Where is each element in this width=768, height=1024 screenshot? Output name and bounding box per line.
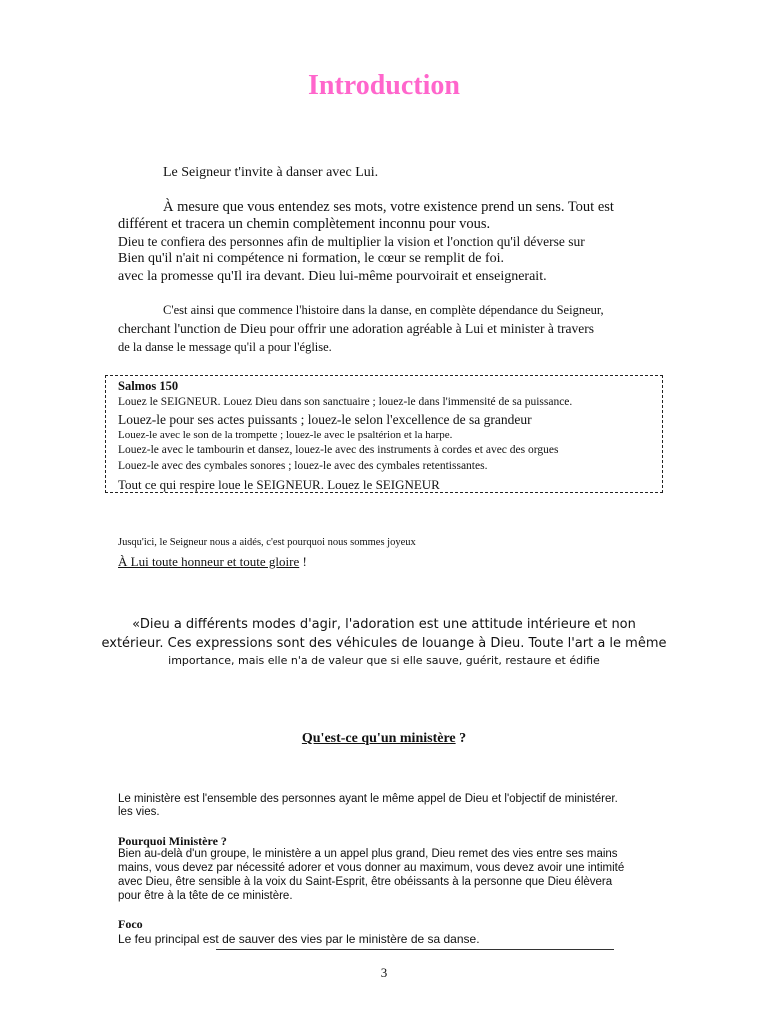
glory-text: À Lui toute honneur et toute gloire bbox=[118, 554, 300, 569]
intro-p3-line-2: cherchant l'unction de Dieu pour offrir une adoration agréable à Lui et minister à travers bbox=[118, 321, 594, 336]
why-line-1: Bien au-delà d'un groupe, le ministère a un appel plus grand, Dieu remet des vies entre ses mains bbox=[118, 848, 618, 860]
page-number: 3 bbox=[380, 965, 388, 980]
intro-p2-line-3: Dieu te confiera des personnes afin de multiplier la vision et l'onction qu'il déverse sur bbox=[118, 234, 585, 249]
intro-p2-line-1: À mesure que vous entendez ses mots, votre existence prend un sens. Tout est bbox=[163, 199, 614, 215]
glory-line bbox=[118, 554, 307, 570]
psalm-heading: Salmos 150 bbox=[118, 379, 179, 393]
joy-line: Jusqu'ici, le Seigneur nous a aidés, c'est pourquoi nous sommes joyeux bbox=[118, 537, 416, 548]
foco-line-1: Le feu principal est de sauver des vies par le ministère de sa danse. bbox=[118, 932, 480, 946]
footer-rule bbox=[216, 949, 614, 950]
intro-p3-line-3: de la danse le message qu'il a pour l'église. bbox=[118, 340, 332, 354]
glory-tail: ! bbox=[299, 554, 307, 569]
psalm-line-2: Louez-le pour ses actes puissants ; louez-le selon l'excellence de sa grandeur bbox=[118, 412, 532, 427]
intro-p3-line-1: C'est ainsi que commence l'histoire dans la danse, en complète dépendance du Seigneur, bbox=[163, 303, 604, 317]
intro-line-1: Le Seigneur t'invite à danser avec Lui. bbox=[163, 165, 379, 180]
ministry-def-line-1: Le ministère est l'ensemble des personnes ayant le même appel de Dieu et l'objectif de ministérer. bbox=[118, 793, 618, 805]
psalm-line-4: Louez-le avec le tambourin et dansez, louez-le avec des instruments à cordes et avec des orgues bbox=[118, 444, 559, 456]
ministry-heading-text: Qu'est-ce qu'un ministère bbox=[301, 731, 456, 746]
psalm-line-5: Louez-le avec des cymbales sonores ; louez-le avec des cymbales retentissantes. bbox=[118, 460, 488, 472]
psalm-line-3: Louez-le avec le son de la trompette ; louez-le avec le psaltérion et la harpe. bbox=[118, 429, 453, 441]
why-line-2: mains, vous devez par nécessité adorer et vous donner au maximum, vous devez avoir une intimité bbox=[118, 862, 625, 874]
ministry-heading bbox=[0, 731, 768, 747]
foco-heading: Foco bbox=[118, 917, 143, 931]
ministry-heading-tail: ? bbox=[455, 731, 467, 746]
ministry-def-line-2: les vies. bbox=[118, 806, 160, 818]
intro-p2-line-2: différent et tracera un chemin complètement inconnu pour vous. bbox=[118, 216, 491, 232]
psalm-line-6: Tout ce qui respire loue le SEIGNEUR. Louez le SEIGNEUR bbox=[118, 477, 440, 492]
quote-line-3: importance, mais elle n'a de valeur que si elle sauve, guérit, restaure et édifie bbox=[168, 654, 600, 667]
quote-line-1: «Dieu a différents modes d'agir, l'adoration est une attitude intérieure et non bbox=[132, 617, 636, 632]
why-heading: Pourquoi Ministère ? bbox=[118, 834, 227, 848]
why-line-3: avec Dieu, être sensible à la voix du Saint-Esprit, être obéissants à la personne que Dieu élèvera bbox=[118, 876, 613, 888]
intro-p2-line-4: Bien qu'il n'ait ni compétence ni formation, le cœur se remplit de foi. bbox=[118, 251, 505, 266]
intro-p2-line-5: avec la promesse qu'Il ira devant. Dieu lui-même pourvoirait et enseignerait. bbox=[118, 269, 547, 284]
why-line-4: pour être à la tête de ce ministère. bbox=[118, 890, 293, 902]
psalm-line-1: Louez le SEIGNEUR. Louez Dieu dans son sanctuaire ; louez-le dans l'immensité de sa puissance. bbox=[118, 396, 573, 408]
quote-line-2: extérieur. Ces expressions sont des véhicules de louange à Dieu. Toute l'art a le même bbox=[101, 636, 667, 651]
page-title: Introduction bbox=[308, 70, 460, 101]
